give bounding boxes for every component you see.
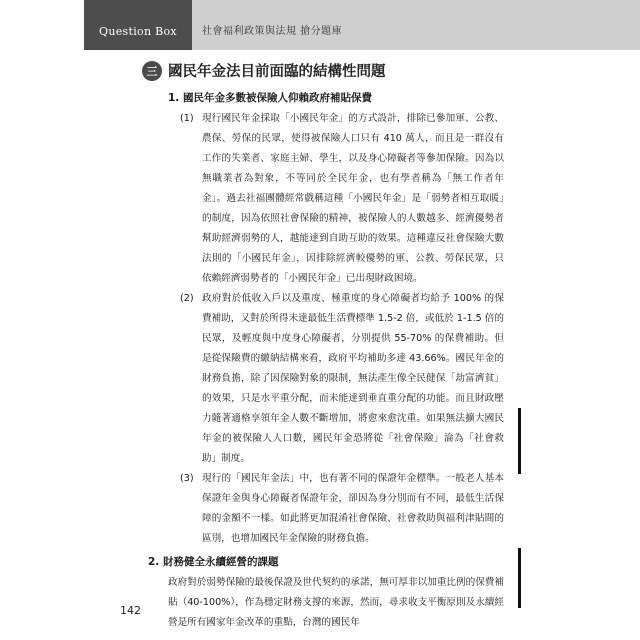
item-number: (2)	[180, 293, 194, 304]
list-item	[180, 109, 504, 289]
crop-mark	[518, 548, 521, 608]
body-paragraph: 政府對於弱勢保險的最後保證及世代契約的承諾，無可厚非以加重比例的保費補貼（40-100%），作為穩定財務支撐的來源，然而，尋求收支平衡原則及永續經營是所有國家年金改革的重點，台灣的國民年	[168, 577, 504, 628]
item-number: (1)	[180, 113, 194, 124]
page-number: 142	[120, 604, 141, 617]
book-subtitle: 社會福利政策與法規 搶分題庫	[202, 26, 343, 37]
item-text: 現行的「國民年金法」中，也有著不同的保證年金標準。一般老人基本保證年金與身心障礙者保證年金，卻因為身分別而有不同，最低生活保障的金額不一樣。如此將更加混淆社會保險、社會救助與福利津貼間的區別，也增加國民年金保險的財務負擔。	[202, 473, 504, 544]
list-item	[180, 289, 504, 469]
item-text: 政府對於低收入戶以及重度、極重度的身心障礙者均給予 100% 的保費補助，又對於所得未達最低生活費標準 1.5-2 倍，或低於 1-1.5 倍的民眾，及輕度與中度身心障礙者，分別提供 55-70% 的保費補助。但是從保險費的繳納結構來看，政府平均補助多達 43.66%。國民年金的財務負擔，除了因保險對象的限制，無法產生像全民健保「劫富濟貧」的效果，只是水平重分配，而未能達到垂直重分配的功能。而且財政壓力隨著適格享領年金人數不斷增加，將愈來愈沈重。如果無法擴大國民年金的被保險人人口數，國民年金恐將從「社會保險」淪為「社會救助」制度。	[202, 293, 504, 464]
tab-label: Question Box	[99, 24, 177, 38]
running-header	[84, 0, 640, 50]
section-number-badge: 三	[142, 61, 162, 81]
list-item	[180, 469, 504, 549]
question-box-tab	[84, 0, 192, 50]
item-number: (3)	[180, 473, 194, 484]
item-text: 現行國民年金採取「小國民年金」的方式設計，排除已參加軍、公教、農保、勞保的民眾，使得被保險人口只有 410 萬人，而且是一群沒有工作的失業者、家庭主婦、學生，以及身心障礙者等參加保險。因為以無職業者為對象，不等同於全民年金，也有學者稱為「無工作者年金」。過去社福團體經常戲稱這種「小國民年金」是「弱勢者相互取暖」的制度，因為依照社會保險的精神，被保險人的人數越多、經濟優勢者幫助經濟弱勢的人，越能達到自助互助的效果。這種違反社會保險大數法則的「小國民年金」，因排除經濟較優勢的軍、公教、勞保民眾，只依賴經濟弱勢者的「小國民年金」已出現財政困境。	[202, 113, 504, 284]
section-heading: 國民年金法目前面臨的結構性問題	[168, 64, 386, 80]
point-heading: 1. 國民年金多數被保險人仰賴政府補貼保費	[168, 92, 372, 104]
section-title	[142, 60, 504, 81]
crop-mark	[518, 408, 521, 474]
page-content	[124, 60, 504, 633]
point-heading: 2. 財務健全永續經營的課題	[148, 556, 279, 568]
